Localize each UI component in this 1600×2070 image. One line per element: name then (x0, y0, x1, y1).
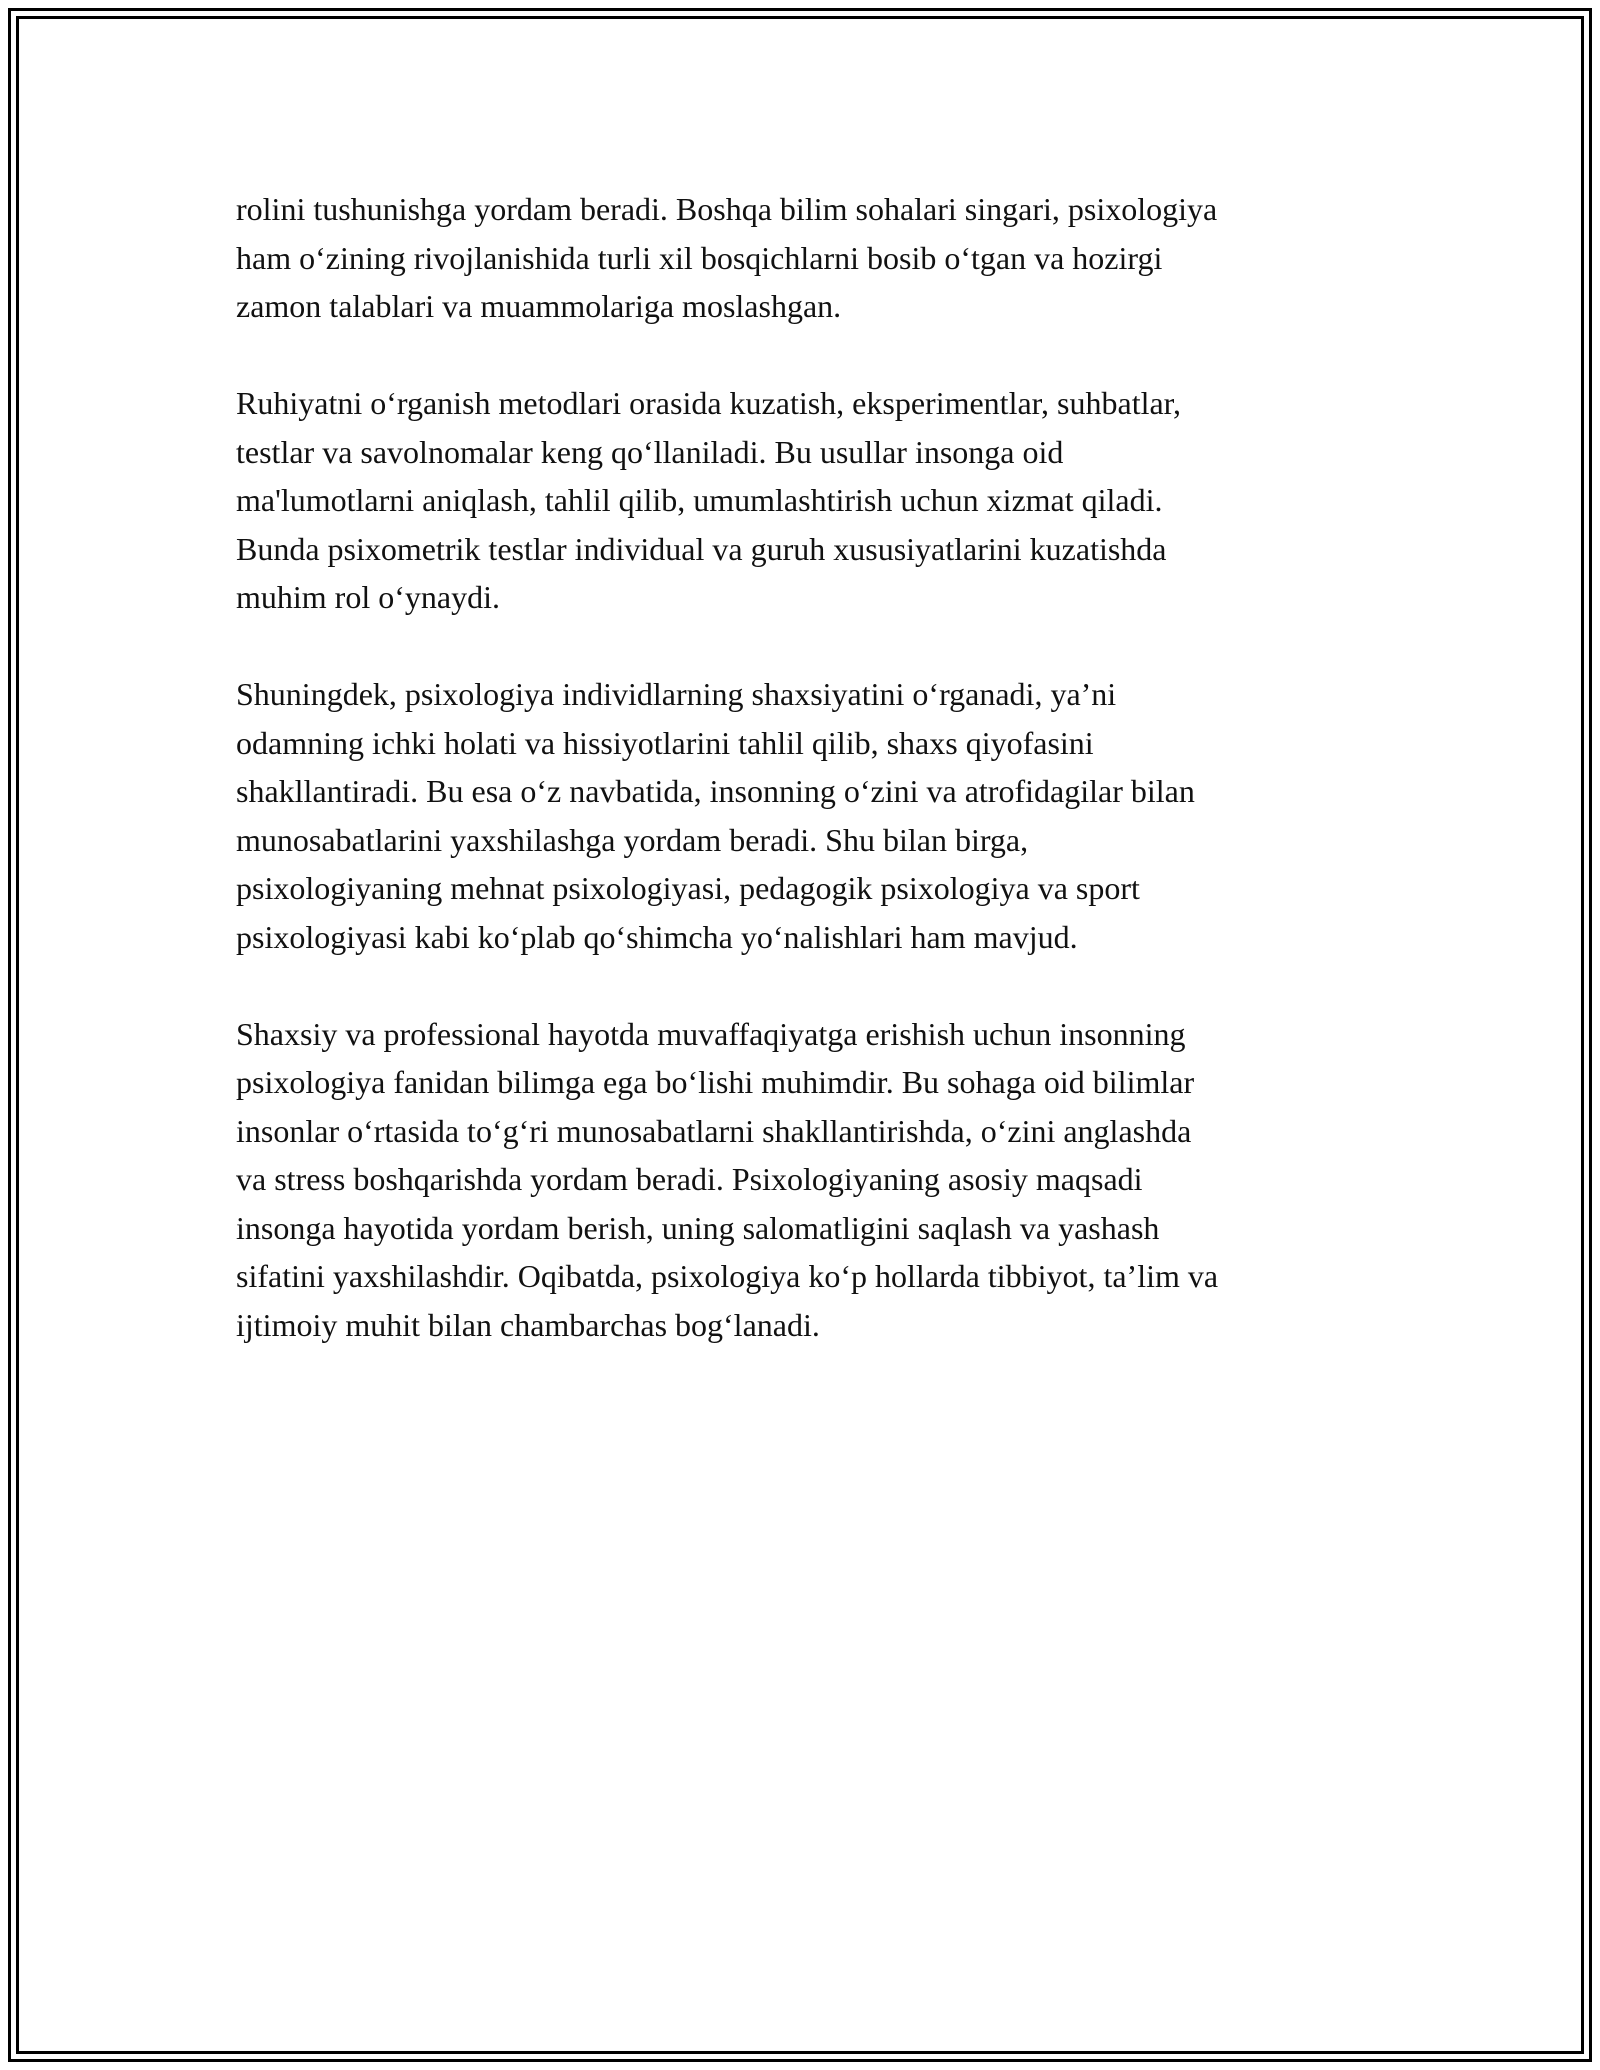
paragraph-4: Shaxsiy va professional hayotda muvaffaqiyatga erishish uchun insonning psixologiya fanidan bilimga ega bo‘lishi muhimdir. Bu sohaga oid bilimlar insonlar o‘rtasida to‘g‘ri munosabatlarni shakllantirishda, o‘zini anglashda va stress boshqarishda yordam beradi. Psixologiyaning asosiy maqsadi insonga hayotida yordam berish, uning salomatligini saqlash va yashash sifatini yaxshilashdir. Oqibatda, psixologiya ko‘p hollarda tibbiyot, ta’lim va ijtimoiy muhit bilan chambarchas bog‘lanadi. (236, 1015, 1219, 1343)
paragraph-3: Shuningdek, psixologiya individlarning shaxsiyatini o‘rganadi, ya’ni odamning ichki holati va hissiyotlarini tahlil qilib, shaxs qiyofasini shakllantiradi. Bu esa o‘z navbatida, insonning o‘zini va atrofidagilar bilan munosabatlarini yaxshilashga yordam beradi. Shu bilan birga, psixologiyaning mehnat psixologiyasi, pedagogik psixologiya va sport psixologiyasi kabi ko‘plab qo‘shimcha yo‘nalishlari ham mavjud. (236, 676, 1195, 955)
paragraph-1: rolini tushunishga yordam beradi. Boshqa bilim sohalari singari, psixologiya ham o‘zining rivojlanishida turli xil bosqichlarni bosib o‘tgan va hozirgi zamon talablari va muammolariga moslashgan. (236, 191, 1218, 324)
paragraph-2: Ruhiyatni o‘rganish metodlari orasida kuzatish, eksperimentlar, suhbatlar, testlar va savolnomalar keng qo‘llaniladi. Bu usullar insonga oid ma'lumotlarni aniqlash, tahlil qilib, umumlashtirish uchun xizmat qiladi. Bunda psixometrik testlar individual va guruh xususiyatlarini kuzatishda muhim rol o‘ynaydi. (236, 385, 1182, 615)
document-body (236, 185, 1396, 1398)
